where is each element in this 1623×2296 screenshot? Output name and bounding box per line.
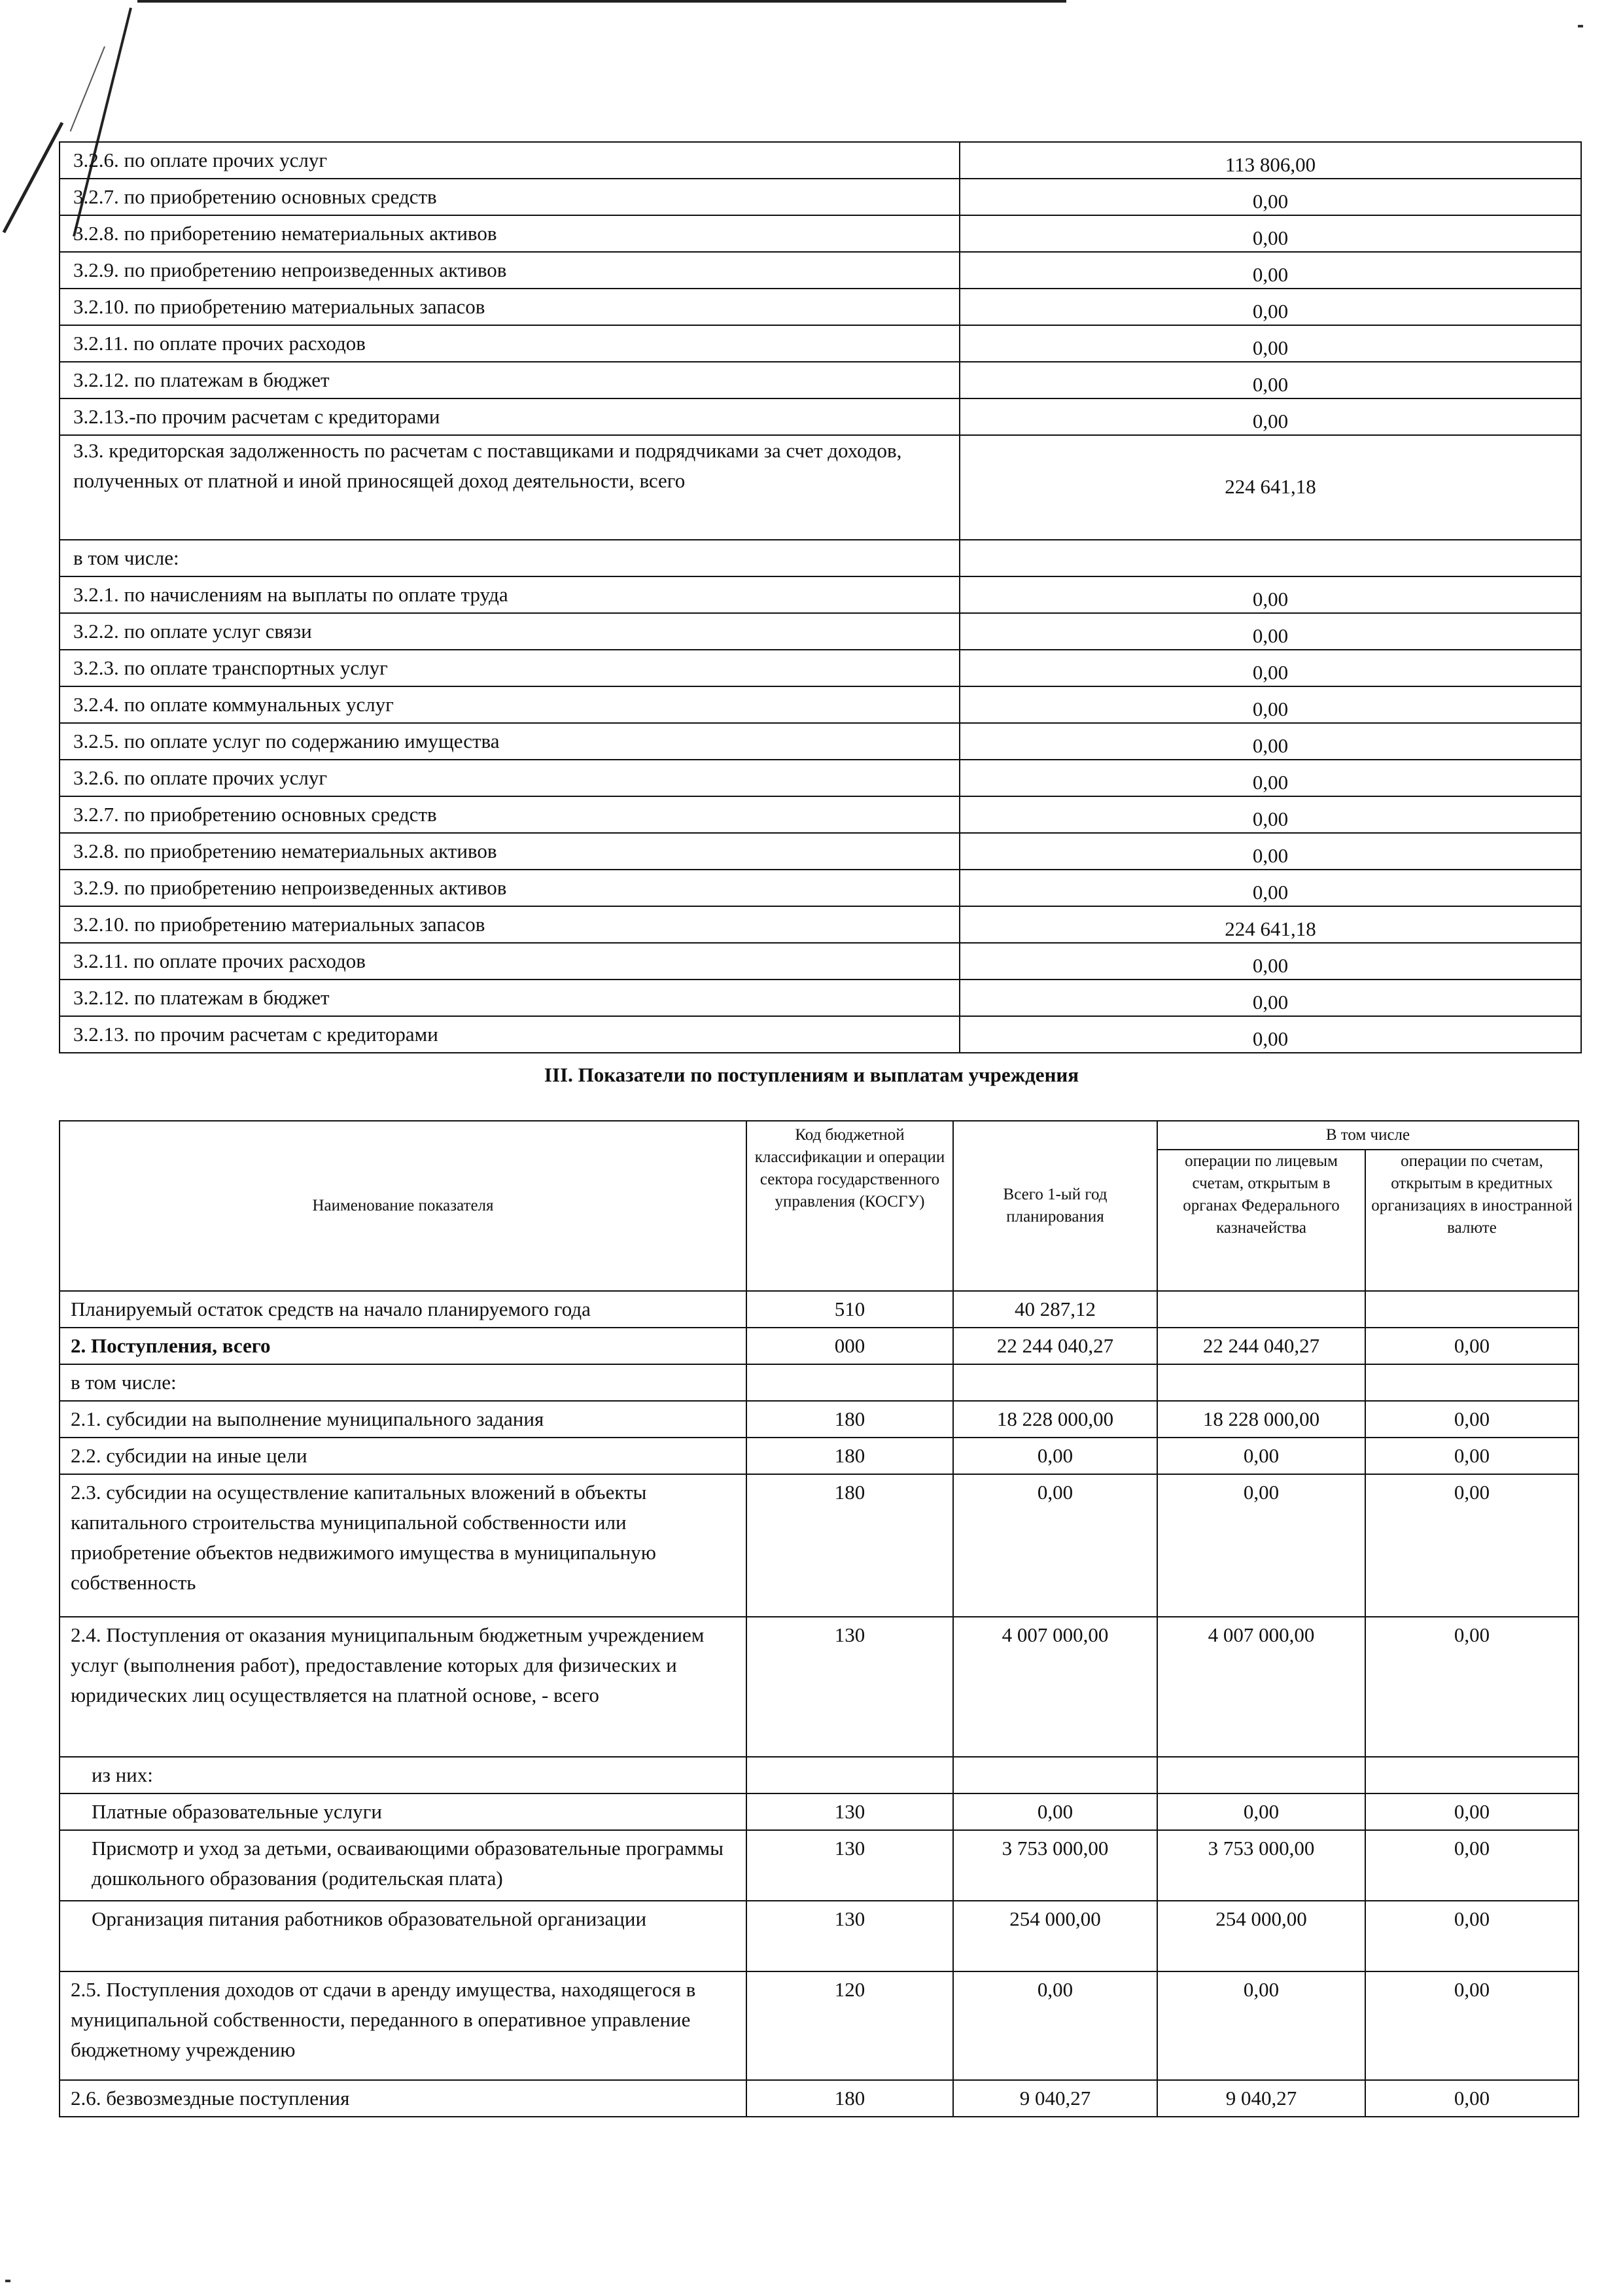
row-credit [1365,1757,1579,1793]
row-value: 0,00 [960,760,1581,796]
row-label: 3.2.12. по платежам в бюджет [60,362,960,398]
header-treasury: операции по лицевым счетам, открытым в органах Федерального казначейства [1157,1150,1365,1291]
row-label: 3.3. кредиторская задолженность по расчетам с поставщиками и подрядчиками за счет доходов, полученных от платной и иной приносящей доход деятельности, всего [60,435,960,540]
table-row [60,796,1581,833]
row-total: 0,00 [953,1474,1157,1617]
row-label: 3.2.6. по оплате прочих услуг [60,142,960,179]
section-title: III. Показатели по поступлениям и выплатам учреждения [544,1063,1079,1086]
row-code: 130 [746,1901,953,1971]
table-row [60,980,1581,1016]
row-value: 0,00 [960,576,1581,613]
table-row [60,760,1581,796]
row-code: 130 [746,1830,953,1901]
row-credit: 0,00 [1365,1971,1579,2080]
row-name: Присмотр и уход за детьми, осваивающими образовательные программы дошкольного образования (родительская плата) [60,1830,746,1901]
table-row [60,540,1581,576]
row-name: 2.1. субсидии на выполнение муниципального задания [60,1401,746,1438]
row-label: 3.2.8. по приборетению нематериальных активов [60,215,960,252]
row-name: Платные образовательные услуги [60,1793,746,1830]
row-value: 224 641,18 [960,435,1581,540]
header-total: Всего 1-ый год планирования [953,1121,1157,1291]
row-value: 0,00 [960,796,1581,833]
table-row [60,833,1581,870]
receipts-payments-table [59,1120,1579,2117]
creditor-debt-table [59,141,1582,1053]
table-row [60,1401,1579,1438]
row-total: 3 753 000,00 [953,1830,1157,1901]
row-credit [1365,1291,1579,1328]
row-name: 2.4. Поступления от оказания муниципальным бюджетным учреждением услуг (выполнения работ), предоставление которых для физических и юридических лиц осуществляется на платной основе, - всего [60,1617,746,1757]
row-value: 0,00 [960,252,1581,289]
table-row [60,1016,1581,1053]
row-value: 0,00 [960,398,1581,435]
row-total: 18 228 000,00 [953,1401,1157,1438]
row-treasury [1157,1291,1365,1328]
scan-diagonal-mark-3 [70,46,105,132]
table-row [60,142,1581,179]
row-total [953,1757,1157,1793]
row-credit: 0,00 [1365,1830,1579,1901]
row-treasury: 254 000,00 [1157,1901,1365,1971]
row-credit: 0,00 [1365,1474,1579,1617]
table-row [60,943,1581,980]
row-name: 2.6. безвозмездные поступления [60,2080,746,2117]
row-value: 0,00 [960,325,1581,362]
table-row [60,1830,1579,1901]
row-treasury: 4 007 000,00 [1157,1617,1365,1757]
row-label: 3.2.6. по оплате прочих услуг [60,760,960,796]
row-label: 3.2.1. по начислениям на выплаты по оплате труда [60,576,960,613]
row-name: 2.2. субсидии на иные цели [60,1438,746,1474]
row-credit: 0,00 [1365,1901,1579,1971]
row-value: 0,00 [960,686,1581,723]
table-row [60,2080,1579,2117]
row-label: 3.2.13. по прочим расчетам с кредиторами [60,1016,960,1053]
row-code: 130 [746,1617,953,1757]
row-label: 3.2.3. по оплате транспортных услуг [60,650,960,686]
table-row [60,325,1581,362]
row-total [953,1364,1157,1401]
table-row [60,1364,1579,1401]
table-row [60,1617,1579,1757]
row-credit: 0,00 [1365,1438,1579,1474]
row-value: 0,00 [960,1016,1581,1053]
row-total: 4 007 000,00 [953,1617,1157,1757]
row-value: 0,00 [960,613,1581,650]
row-name: 2. Поступления, всего [60,1328,746,1364]
row-label: 3.2.7. по приобретению основных средств [60,179,960,215]
row-name: 2.3. субсидии на осуществление капитальных вложений в объекты капитального строительства муниципальной собственности или приобретение объектов недвижимого имущества в муниципальную собственность [60,1474,746,1617]
header-code: Код бюджетной классификации и операции сектора государственного управления (КОСГУ) [746,1121,953,1291]
row-name: из них: [60,1757,746,1793]
table-row [60,1901,1579,1971]
row-credit: 0,00 [1365,1401,1579,1438]
row-credit: 0,00 [1365,1328,1579,1364]
row-value: 0,00 [960,179,1581,215]
row-treasury: 9 040,27 [1157,2080,1365,2117]
table-row [60,723,1581,760]
scan-speck-2 [5,2280,10,2282]
row-treasury [1157,1364,1365,1401]
table-row [60,435,1581,540]
row-credit [1365,1364,1579,1401]
row-total: 22 244 040,27 [953,1328,1157,1364]
row-code: 000 [746,1328,953,1364]
table-row [60,398,1581,435]
row-value: 0,00 [960,833,1581,870]
table-row [60,289,1581,325]
table-row [60,1474,1579,1617]
row-value [960,540,1581,576]
table-row [60,906,1581,943]
table-row [60,1971,1579,2080]
scan-edge-line [137,0,1066,3]
row-label: 3.2.11. по оплате прочих расходов [60,943,960,980]
row-value: 224 641,18 [960,906,1581,943]
table-row [60,252,1581,289]
row-code: 180 [746,1474,953,1617]
row-total: 0,00 [953,1438,1157,1474]
row-label: 3.2.5. по оплате услуг по содержанию имущества [60,723,960,760]
row-total: 254 000,00 [953,1901,1157,1971]
row-value: 0,00 [960,943,1581,980]
row-value: 0,00 [960,870,1581,906]
header-row [60,1121,1579,1150]
row-treasury: 0,00 [1157,1438,1365,1474]
table-row [60,215,1581,252]
table-row [60,179,1581,215]
table-row [60,686,1581,723]
row-total: 9 040,27 [953,2080,1157,2117]
row-label: 3.2.7. по приобретению основных средств [60,796,960,833]
row-treasury: 22 244 040,27 [1157,1328,1365,1364]
table-row [60,362,1581,398]
row-code: 120 [746,1971,953,2080]
table-row [60,1438,1579,1474]
table-row [60,1793,1579,1830]
row-code: 180 [746,2080,953,2117]
row-total: 40 287,12 [953,1291,1157,1328]
row-label: 3.2.10. по приобретению материальных запасов [60,289,960,325]
header-name: Наименование показателя [60,1121,746,1291]
row-label: 3.2.9. по приобретению непроизведенных активов [60,870,960,906]
scan-speck [1578,25,1583,27]
row-label: в том числе: [60,540,960,576]
row-value: 0,00 [960,215,1581,252]
row-code [746,1364,953,1401]
row-code: 510 [746,1291,953,1328]
table-row [60,613,1581,650]
row-label: 3.2.12. по платежам в бюджет [60,980,960,1016]
row-treasury: 0,00 [1157,1793,1365,1830]
row-label: 3.2.9. по приобретению непроизведенных активов [60,252,960,289]
row-code: 180 [746,1401,953,1438]
row-treasury: 18 228 000,00 [1157,1401,1365,1438]
row-label: 3.2.8. по приобретению нематериальных активов [60,833,960,870]
row-credit: 0,00 [1365,1793,1579,1830]
scan-diagonal-mark-2 [3,122,64,233]
row-value: 0,00 [960,723,1581,760]
row-value: 0,00 [960,650,1581,686]
table-row [60,1328,1579,1364]
row-treasury [1157,1757,1365,1793]
row-label: 3.2.13.-по прочим расчетам с кредиторами [60,398,960,435]
row-treasury: 0,00 [1157,1474,1365,1617]
table-row [60,870,1581,906]
row-code [746,1757,953,1793]
row-name: Планируемый остаток средств на начало планируемого года [60,1291,746,1328]
table-row [60,576,1581,613]
row-name: Организация питания работников образовательной организации [60,1901,746,1971]
row-label: 3.2.2. по оплате услуг связи [60,613,960,650]
row-code: 180 [746,1438,953,1474]
row-value: 0,00 [960,289,1581,325]
header-including: В том числе [1157,1121,1579,1150]
header-credit: операции по счетам, открытым в кредитных организациях в иностранной валюте [1365,1150,1579,1291]
table-row [60,650,1581,686]
row-code: 130 [746,1793,953,1830]
row-treasury: 3 753 000,00 [1157,1830,1365,1901]
table-row [60,1757,1579,1793]
row-value: 0,00 [960,362,1581,398]
row-credit: 0,00 [1365,1617,1579,1757]
row-value: 0,00 [960,980,1581,1016]
row-name: в том числе: [60,1364,746,1401]
row-name: 2.5. Поступления доходов от сдачи в аренду имущества, находящегося в муниципальной собственности, переданного в оперативное управление бюджетному учреждению [60,1971,746,2080]
row-value: 113 806,00 [960,142,1581,179]
row-credit: 0,00 [1365,2080,1579,2117]
row-label: 3.2.11. по оплате прочих расходов [60,325,960,362]
row-label: 3.2.10. по приобретению материальных запасов [60,906,960,943]
table-row [60,1291,1579,1328]
row-label: 3.2.4. по оплате коммунальных услуг [60,686,960,723]
row-total: 0,00 [953,1971,1157,2080]
row-total: 0,00 [953,1793,1157,1830]
row-treasury: 0,00 [1157,1971,1365,2080]
